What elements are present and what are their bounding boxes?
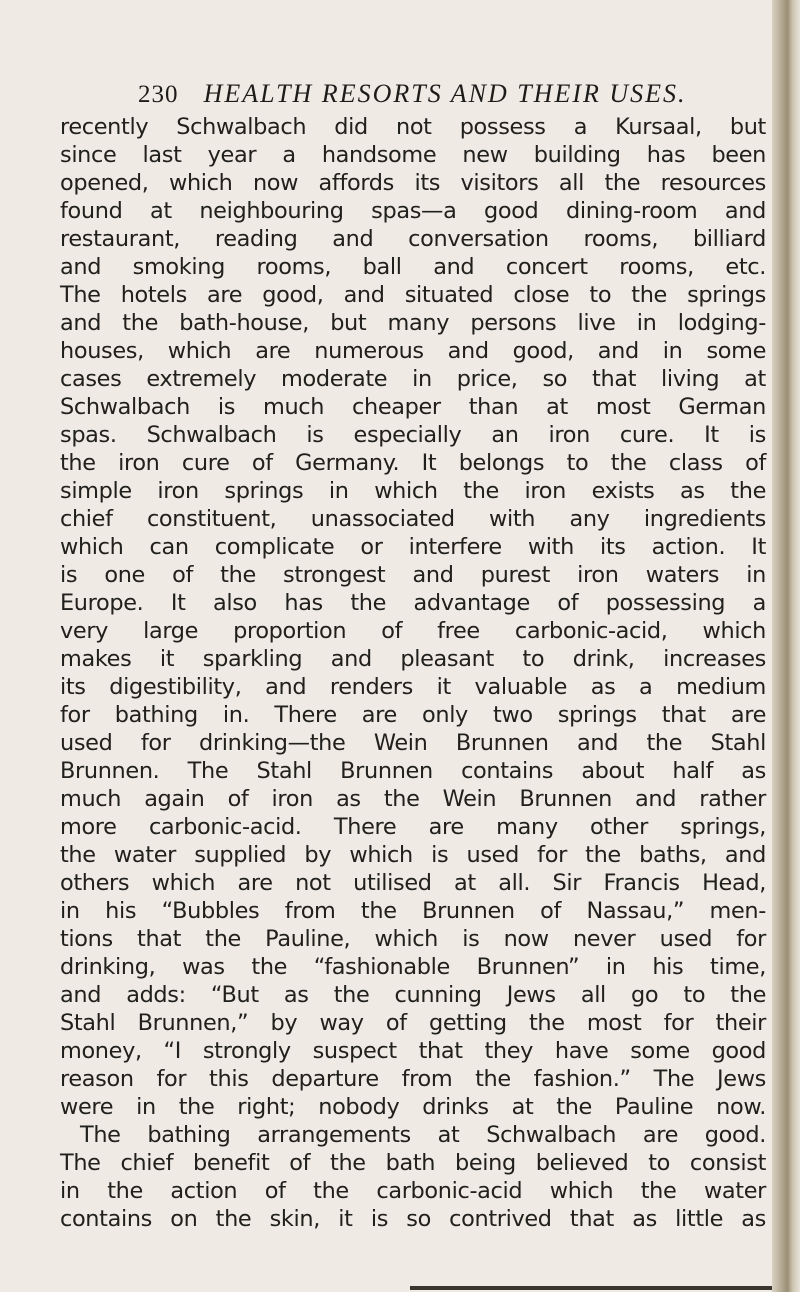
text-line: in the action of the carbonic-acid which the water (60, 1178, 766, 1204)
text-line: others which are not utilised at all. Sir Francis Head, (60, 870, 766, 896)
text-line: chief constituent, unassociated with any ingredients (60, 506, 766, 532)
text-line: Schwalbach is much cheaper than at most German (60, 394, 766, 420)
page-bottom-edge (410, 1286, 772, 1290)
text-line: the water supplied by which is used for the baths, and (60, 842, 766, 868)
text-line: reason for this departure from the fashion.” The Jews (60, 1066, 766, 1092)
text-line: Brunnen. The Stahl Brunnen contains about half as (60, 758, 766, 784)
text-line: tions that the Pauline, which is now never used for (60, 926, 766, 952)
text-line: recently Schwalbach did not possess a Kursaal, but (60, 114, 766, 140)
text-line: more carbonic-acid. There are many other springs, (60, 814, 766, 840)
text-line: which can complicate or interfere with its action. It (60, 534, 766, 560)
text-line: drinking, was the “fashionable Brunnen” in his time, (60, 954, 766, 980)
text-line: cases extremely moderate in price, so that living at (60, 366, 766, 392)
text-line: Europe. It also has the advantage of possessing a (60, 590, 766, 616)
text-line: opened, which now affords its visitors all the resources (60, 170, 766, 196)
book-spine-edge (772, 0, 800, 1292)
text-line: money, “I strongly suspect that they have some good (60, 1038, 766, 1064)
page-number: 230 (138, 81, 179, 108)
text-line: spas. Schwalbach is especially an iron cure. It is (60, 422, 766, 448)
text-line: its digestibility, and renders it valuable as a medium (60, 674, 766, 700)
text-line: much again of iron as the Wein Brunnen and rather (60, 786, 766, 812)
text-line: The hotels are good, and situated close to the springs (60, 282, 766, 308)
text-line: the iron cure of Germany. It belongs to the class of (60, 450, 766, 476)
text-line: since last year a handsome new building has been (60, 142, 766, 168)
text-line: for bathing in. There are only two springs that are (60, 702, 766, 728)
text-line: is one of the strongest and purest iron waters in (60, 562, 766, 588)
text-line: The bathing arrangements at Schwalbach are good. (80, 1122, 766, 1148)
text-line: The chief benefit of the bath being believed to consist (60, 1150, 766, 1176)
text-line: simple iron springs in which the iron exists as the (60, 478, 766, 504)
text-line: contains on the skin, it is so contrived that as little as (60, 1206, 766, 1232)
text-line: Stahl Brunnen,” by way of getting the most for their (60, 1010, 766, 1036)
text-line: found at neighbouring spas—a good dining-room and (60, 198, 766, 224)
running-head: HEALTH RESORTS AND THEIR USES. (203, 79, 687, 108)
text-line: used for drinking—the Wein Brunnen and the Stahl (60, 730, 766, 756)
text-line: and adds: “But as the cunning Jews all go to the (60, 982, 766, 1008)
text-line: very large proportion of free carbonic-acid, which (60, 618, 766, 644)
text-line: in his “Bubbles from the Brunnen of Nassau,” men- (60, 898, 766, 924)
text-line: makes it sparkling and pleasant to drink, increases (60, 646, 766, 672)
text-line: were in the right; nobody drinks at the Pauline now. (60, 1094, 766, 1120)
text-line: and the bath-house, but many persons live in lodging- (60, 310, 766, 336)
body-text (60, 113, 766, 1233)
text-line: restaurant, reading and conversation rooms, billiard (60, 226, 766, 252)
text-line: and smoking rooms, ball and concert rooms, etc. (60, 254, 766, 280)
text-line: houses, which are numerous and good, and in some (60, 338, 766, 364)
